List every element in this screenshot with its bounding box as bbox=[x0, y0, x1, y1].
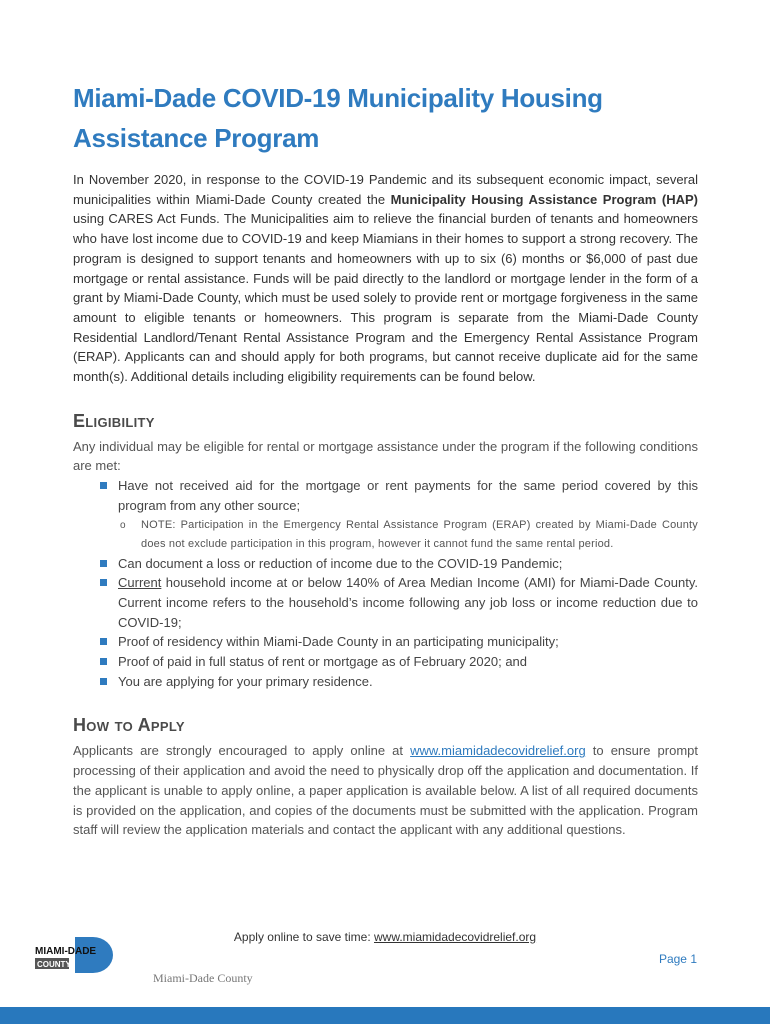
bullet-square-icon bbox=[100, 560, 107, 567]
intro-bold: Municipality Housing Assistance Program (HAP) bbox=[390, 191, 698, 207]
bullet-text: Have not received aid for the mortgage or rent payments for the same period covered by this program from any other source; bbox=[118, 478, 698, 513]
logo-text-2: COUNTY bbox=[37, 960, 71, 969]
miami-dade-logo bbox=[35, 937, 113, 973]
bullet-text: household income at or below 140% of Area Median Income (AMI) for Miami-Dade County. Current income refers to the household’s income following any job loss or income reduction due to COVID-19; bbox=[118, 575, 698, 630]
list-item bbox=[73, 573, 698, 632]
relief-link[interactable]: www.miamidadecovidrelief.org bbox=[410, 743, 586, 759]
eligibility-heading: Eligibility bbox=[73, 410, 155, 431]
bullet-square-icon bbox=[100, 482, 107, 489]
footer-bar bbox=[0, 1007, 770, 1024]
document-body bbox=[73, 78, 698, 840]
footer-apply bbox=[0, 930, 770, 944]
bullet-text: Can document a loss or reduction of income due to the COVID-19 Pandemic; bbox=[118, 555, 563, 571]
eligibility-list bbox=[73, 476, 698, 691]
footer-county: Miami-Dade County bbox=[153, 971, 253, 985]
eligibility-lead: Any individual may be eligible for rental or mortgage assistance under the program if the following conditions are met: bbox=[73, 438, 698, 474]
apply-text: Applicants are strongly encouraged to apply online at bbox=[73, 743, 411, 759]
note-text: NOTE: Participation in the Emergency Rental Assistance Program (ERAP) created by Miami-Dade County does not exclude participation in this program, however it cannot fund the same rental period. bbox=[141, 518, 698, 550]
bullet-square-icon bbox=[100, 678, 107, 685]
how-to-apply-heading: How to Apply bbox=[73, 715, 185, 736]
circle-bullet-icon: o bbox=[120, 519, 126, 531]
bullet-text: Proof of residency within Miami-Dade County in an participating municipality; bbox=[118, 634, 559, 650]
footer-apply-text: Apply online to save time: bbox=[233, 930, 374, 944]
apply-text-2: to ensure prompt processing of their application and avoid the need to physically drop off the application and documentation. If the applicant is unable to apply online, a paper application is available below. A list of all required documents is provided on the application, and copies of the documents must be submitted with the application. Program staff will review the application materials and contact the applicant with any additional questions. bbox=[73, 743, 698, 838]
intro-text: In November 2020, in response to the COVID-19 Pandemic and its subsequent economic impact, several municipalities within Miami-Dade County created the bbox=[73, 172, 698, 207]
bullet-square-icon bbox=[100, 658, 107, 665]
intro-paragraph bbox=[73, 170, 698, 387]
bullet-text: Proof of paid in full status of rent or mortgage as of February 2020; and bbox=[118, 654, 528, 670]
page-number: Page 1 bbox=[658, 952, 697, 966]
bullet-square-icon bbox=[100, 638, 107, 645]
bullet-text: You are applying for your primary residence. bbox=[118, 673, 373, 689]
logo-text: MIAMI-DADE bbox=[35, 946, 97, 957]
list-item bbox=[73, 476, 698, 515]
list-item bbox=[73, 652, 698, 672]
list-item bbox=[73, 672, 698, 692]
list-sub-item bbox=[73, 516, 698, 554]
footer-link[interactable]: www.miamidadecovidrelief.org bbox=[374, 930, 537, 944]
page-title: Miami-Dade COVID-19 Municipality Housing Assistance Program bbox=[73, 83, 603, 153]
bullet-underlined: Current bbox=[118, 575, 162, 591]
list-item bbox=[73, 632, 698, 652]
bullet-square-icon bbox=[100, 579, 107, 586]
list-item bbox=[73, 554, 698, 574]
intro-text-2: using CARES Act Funds. The Municipalities aim to relieve the financial burden of tenants and homeowners who have lost income due to COVID-19 and keep Miamians in their homes to support a strong recovery. The program is designed to support tenants and homeowners with up to six (6) months or $6,000 of past due mortgage or rental assistance. Funds will be paid directly to the landlord or mortgage lender in the form of a grant by Miami-Dade County, which must be used solely to provide rent or mortgage forgiveness in the same amount to eligible tenants or homeowners. This program is separate from the Miami-Dade County Residential Landlord/Tenant Rental Assistance Program and the Emergency Rental Assistance Program (ERAP). Applicants can and should apply for both programs, but cannot receive duplicate aid for the same month(s). Additional details including eligibility requirements can be found below. bbox=[73, 211, 698, 385]
how-to-apply-paragraph bbox=[73, 741, 698, 840]
